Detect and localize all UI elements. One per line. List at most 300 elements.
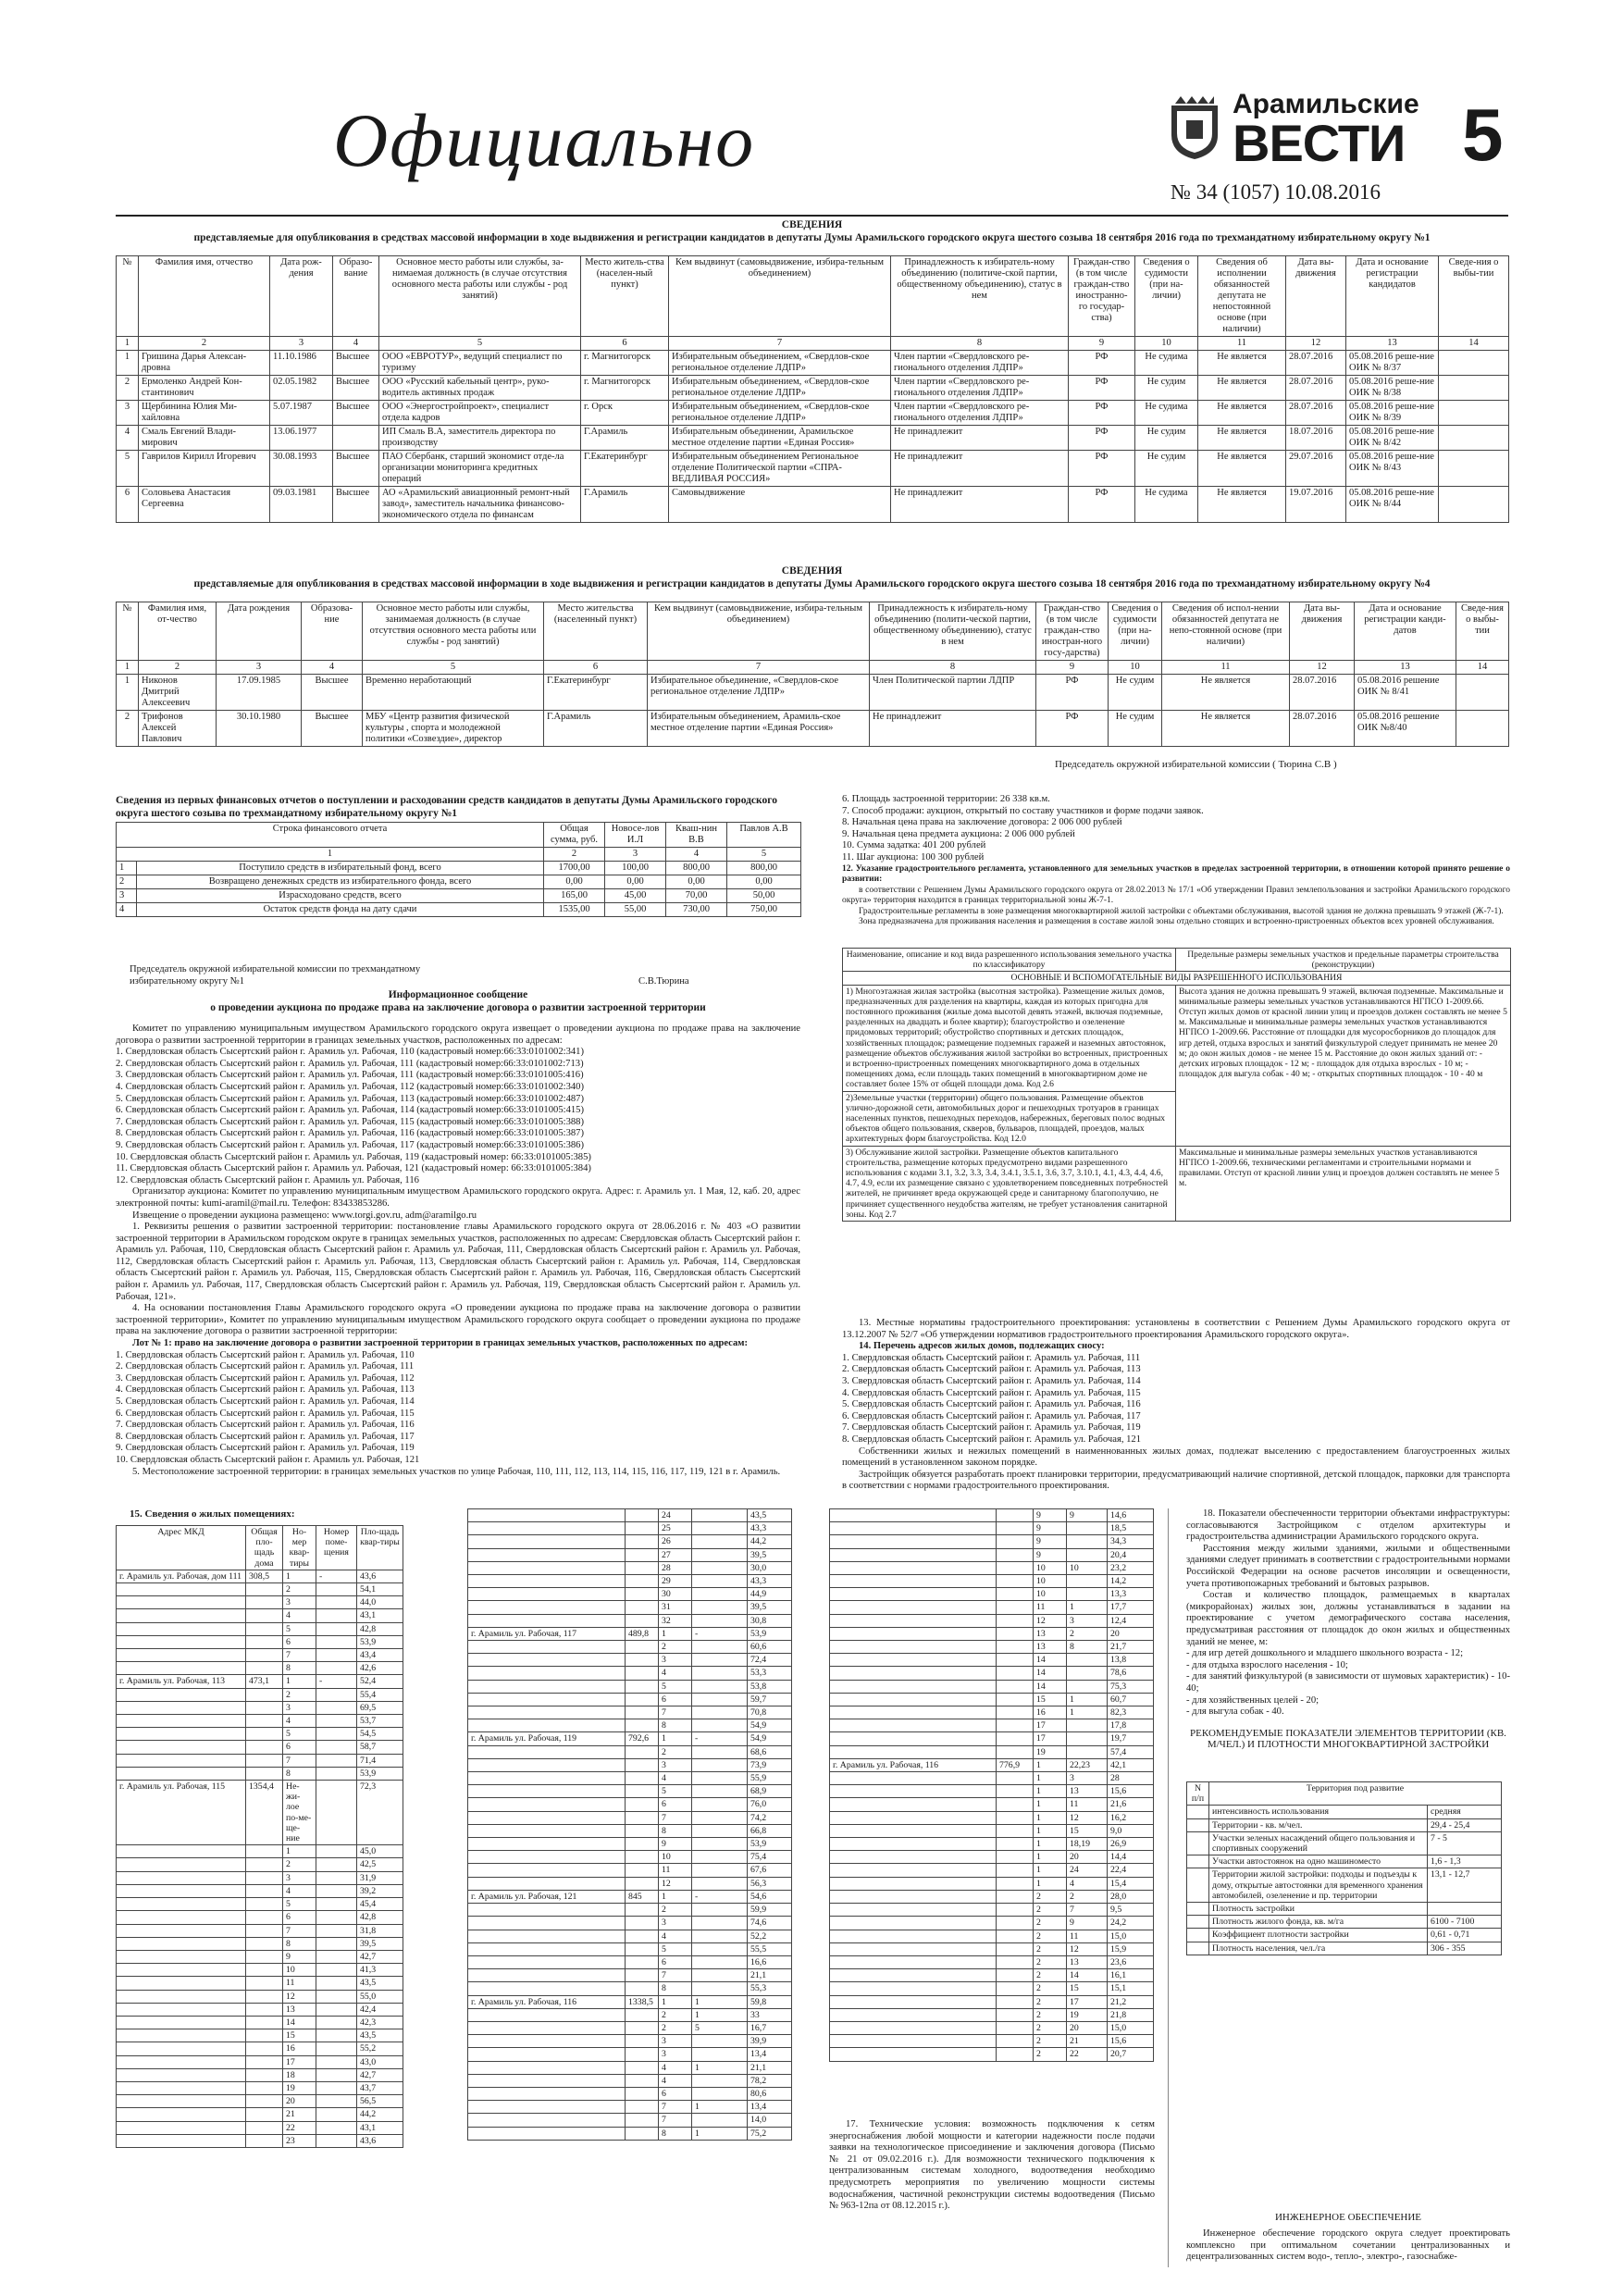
table-cell [246, 2081, 283, 2094]
table-row [117, 451, 1509, 487]
logo-main-text: ВЕСТИ [1233, 114, 1406, 172]
table-cell: - [316, 1570, 357, 1582]
table-cell [626, 1864, 659, 1877]
table-cell [316, 1924, 357, 1937]
table-cell: 17.09.1985 [217, 675, 302, 711]
table-row [117, 2095, 403, 2108]
table-cell: 53,3 [748, 1667, 792, 1680]
table-cell: 7 [659, 2114, 692, 2127]
table-cell [246, 1622, 283, 1635]
header-cell: 7 [648, 661, 870, 675]
table-cell: 2 [1034, 1969, 1067, 1982]
table-cell [830, 1509, 997, 1522]
table-cell: Не судим [1109, 675, 1162, 711]
header-cell: Но-мер квар-тиры [283, 1526, 316, 1570]
table-row [117, 1609, 403, 1622]
table-cell: 0,00 [666, 875, 727, 889]
header-cell: 5 [379, 337, 581, 351]
table-cell [626, 1798, 659, 1811]
table-cell [830, 1877, 997, 1890]
table-cell: 05.08.2016 реше-ние ОИК № 8/44 [1346, 487, 1439, 523]
table-cell [997, 1522, 1034, 1535]
table-cell: 27 [659, 1548, 692, 1561]
table-cell: Смаль Евгений Влади-мирович [139, 426, 270, 451]
table-cell: Избирательным объединением, «Свердлов-ское региональное отделение ЛДПР» [669, 351, 891, 376]
table-cell [1439, 351, 1509, 376]
table-cell: 3 [117, 401, 139, 426]
table-row [468, 1942, 792, 1955]
table-cell [246, 1911, 283, 1924]
table-row [830, 1614, 1154, 1627]
table-cell [997, 1667, 1034, 1680]
newspaper-logo [1168, 89, 1419, 172]
table-cell: 39,2 [357, 1884, 403, 1897]
table-cell: 6 [117, 487, 139, 523]
table-cell: 2 [1034, 1995, 1067, 2008]
table-cell: 30,0 [748, 1561, 792, 1574]
table-cell [246, 1858, 283, 1871]
table-row [830, 1930, 1154, 1942]
table-cell: 29,4 - 25,4 [1428, 1818, 1502, 1831]
table-row [117, 1688, 403, 1701]
table-cell: 29 [659, 1575, 692, 1588]
table-row [117, 2081, 403, 2094]
table-cell: 10 [1067, 1561, 1108, 1574]
table-cell: 5 [692, 2021, 748, 2034]
item-12-b: Градостроительные регламенты в зоне размещения многоквартирной жилой застройки с объектами обслуживания, высотой здания не должна превышать 9 этажей (Ж-7-1). [859, 906, 1504, 916]
table-cell: РФ [1069, 451, 1135, 487]
table-cell [997, 2035, 1034, 2048]
table-cell [830, 1614, 997, 1627]
table-cell: 39,5 [748, 1601, 792, 1614]
table-cell: 1 [283, 1845, 316, 1858]
table-cell: Избирательным объединении, Арамильское местное отделение партии «Единая Россия» [669, 426, 891, 451]
table-cell [316, 2055, 357, 2068]
financial-report-table [116, 822, 801, 917]
table-cell: 1 [659, 1627, 692, 1640]
table-cell: Не является [1198, 451, 1286, 487]
table-cell: 42,8 [357, 1622, 403, 1635]
table-row [1187, 1929, 1502, 1942]
table-row [468, 2061, 792, 2074]
table-cell: 3 [1067, 1772, 1108, 1785]
table-cell: 13,4 [748, 2048, 792, 2061]
table-cell: Не является [1162, 711, 1290, 747]
table-cell: 15 [1067, 1824, 1108, 1837]
table-row [468, 1838, 792, 1851]
list-item: 7. Свердловская область Сысертский район г. Арамиль ул. Рабочая, 119 [842, 1422, 1141, 1433]
table-cell [626, 1706, 659, 1719]
table-cell [316, 1884, 357, 1897]
header-cell: 9 [1069, 337, 1135, 351]
table-cell [626, 1667, 659, 1680]
table-cell: 11 [1067, 1930, 1108, 1942]
auction-right-column-2 [842, 1318, 1510, 1493]
table-cell [692, 1811, 748, 1824]
table-cell: Г.Арамиль [581, 426, 669, 451]
table-cell: 2 [1034, 1942, 1067, 1955]
table-cell: 43,1 [357, 2121, 403, 2134]
table-cell: 1354,4 [246, 1781, 283, 1845]
auction-notice: Извещение о проведении аукциона размещено: www.torgi.gov.ru, adm@aramilgo.ru [132, 1210, 477, 1221]
candidates-table-district-4 [116, 602, 1509, 747]
table-cell [117, 1688, 246, 1701]
list-item: 1. Свердловская область Сысертский район г. Арамиль ул. Рабочая, 110 (кадастровый номер:66:33:0101002:341) [116, 1047, 584, 1058]
table-cell: 4 [283, 1715, 316, 1728]
table-row [1187, 1868, 1502, 1903]
table-row [830, 2035, 1154, 2048]
table-cell: 10 [283, 1964, 316, 1977]
table-cell [830, 1693, 997, 1706]
table-cell: 4 [1067, 1877, 1108, 1890]
table-cell: 24 [1067, 1864, 1108, 1877]
table-cell [117, 2029, 246, 2042]
table-cell: 11 [1034, 1601, 1067, 1614]
table-cell [246, 1924, 283, 1937]
table-cell [997, 1969, 1034, 1982]
table-cell [468, 1982, 626, 1995]
item-12-a: в соответствии с Решением Думы Арамильского городского округа от 28.02.2013 № 17/1 «Об утверждении Правил землепользования и застройки Арамильского городского округа» территория находится в границах территориальной зоны Ж-7-1. [842, 885, 1510, 906]
table-row [117, 1977, 403, 1990]
table-cell: 11 [283, 1977, 316, 1990]
table-cell [246, 2029, 283, 2042]
table-row [117, 376, 1509, 401]
table-cell [626, 1917, 659, 1930]
table-cell: РФ [1036, 711, 1109, 747]
table-cell: Г.Арамиль [581, 487, 669, 523]
table-cell: 6 [283, 1741, 316, 1754]
header-cell: Территория под развитие [1209, 1782, 1502, 1806]
table-cell [997, 1732, 1034, 1745]
table-cell [626, 1969, 659, 1982]
table-cell [117, 2095, 246, 2108]
table-cell: 3 [283, 1871, 316, 1884]
table-cell [830, 1522, 997, 1535]
table-cell [316, 2134, 357, 2147]
table-row [830, 1995, 1154, 2008]
header-cell: Новосе-лов И.Л [605, 823, 666, 848]
table-cell: 21 [283, 2108, 316, 2121]
table-row [468, 1522, 792, 1535]
table-row [830, 1917, 1154, 1930]
table-cell: 20,7 [1108, 2048, 1154, 2061]
table-cell: 7 [283, 1649, 316, 1662]
table-cell: 2 [117, 376, 139, 401]
table-cell: Г.Арамиль [544, 711, 648, 747]
table-cell: 1 [283, 1570, 316, 1582]
table-row [830, 1904, 1154, 1917]
table-cell: 4 [283, 1609, 316, 1622]
table-cell [626, 1588, 659, 1601]
table-cell [830, 1955, 997, 1968]
table-cell [117, 2134, 246, 2147]
table-cell: 1535,00 [544, 903, 605, 917]
table-cell [1067, 1535, 1108, 1548]
table-cell: 02.05.1982 [270, 376, 333, 401]
table-cell: 1338,5 [626, 1995, 659, 2008]
header-cell: 9 [1036, 661, 1109, 675]
table-cell: 0,00 [605, 875, 666, 889]
table-cell: 25 [659, 1522, 692, 1535]
table-cell: г. Арамиль ул. Рабочая, 117 [468, 1627, 626, 1640]
table-cell [117, 1622, 246, 1635]
table-cell [1187, 1818, 1209, 1831]
table-row [830, 1522, 1154, 1535]
table-row [117, 1898, 403, 1911]
table-cell [117, 1741, 246, 1754]
table-cell [997, 1955, 1034, 1968]
table-cell [117, 2121, 246, 2134]
logo-top-text: Арамильские [1233, 89, 1419, 119]
table-row [117, 1662, 403, 1675]
table-cell: 28.07.2016 [1290, 711, 1355, 747]
table-cell: 13,4 [748, 2101, 792, 2114]
table-cell: 6 [659, 1798, 692, 1811]
table-row [468, 1955, 792, 1968]
table-cell: 0,00 [544, 875, 605, 889]
table-cell: 6100 - 7100 [1428, 1916, 1502, 1929]
table-cell [626, 2127, 659, 2140]
table-cell: Гаврилов Кирилл Игоревич [139, 451, 270, 487]
table-cell: АО «Арамильский авиационный ремонт-ный завод», заместитель начальника финансово-экономического отдела по финансам [379, 487, 581, 523]
table-cell [1187, 1942, 1209, 1955]
table-cell [117, 1924, 246, 1937]
table-cell: 73,9 [748, 1758, 792, 1771]
header-cell: 6 [544, 661, 648, 675]
table-cell: 2 [659, 2008, 692, 2021]
table-cell [830, 1798, 997, 1811]
list-item: 6. Свердловская область Сысертский район г. Арамиль ул. Рабочая, 117 [842, 1410, 1141, 1421]
table-cell [468, 1535, 626, 1548]
auction-lot: Лот № 1: право на заключение договора о развитии застроенной территории в границах земельных участков, расположенных по адресам: [132, 1338, 749, 1349]
table-cell [830, 1864, 997, 1877]
list-item: 8. Свердловская область Сысертский район г. Арамиль ул. Рабочая, 121 [842, 1433, 1142, 1445]
table-cell: 69,5 [357, 1701, 403, 1714]
table-cell [117, 1898, 246, 1911]
table-row [468, 2035, 792, 2048]
table-cell [830, 1890, 997, 1903]
table-cell: 2 [659, 1745, 692, 1758]
table-cell [246, 2121, 283, 2134]
table-cell: 30.10.1980 [217, 711, 302, 747]
table-row [830, 1667, 1154, 1680]
table-row [468, 1745, 792, 1758]
table-cell: 28 [1108, 1772, 1154, 1785]
table-cell [468, 2021, 626, 2034]
table-row [468, 1548, 792, 1561]
table-cell [997, 1509, 1034, 1522]
table-cell [246, 2055, 283, 2068]
table-cell: Не принадлежит [870, 711, 1036, 747]
header-cell: Основное место работы или службы, занимаемая должность (в случае отсутствия основного места работы или службы - род занятий) [363, 602, 544, 661]
table-row [117, 2016, 403, 2029]
table-cell: Г.Екатеринбург [544, 675, 648, 711]
table-cell: Плотность застройки [1209, 1903, 1428, 1916]
table-row [830, 1785, 1154, 1798]
table-cell: 13 [1034, 1641, 1067, 1654]
table-cell: 800,00 [666, 862, 727, 875]
table-cell [626, 1535, 659, 1548]
table-cell [692, 1680, 748, 1693]
header-cell: Место жительства (населенный пункт) [544, 602, 648, 661]
table-row [117, 2108, 403, 2121]
table-cell: 100,00 [605, 862, 666, 875]
rec-header-row [1187, 1782, 1502, 1806]
table-row [117, 889, 801, 903]
table-cell [692, 2074, 748, 2087]
table-cell: Не принадлежит [891, 451, 1069, 487]
table-cell: 8 [283, 1937, 316, 1950]
header-cell: Дата вы-движения [1290, 602, 1355, 661]
table-cell [830, 1641, 997, 1654]
table-cell [830, 1654, 997, 1667]
table-cell: Остаток средств фонда на дату сдачи [137, 903, 544, 917]
table-cell [117, 1649, 246, 1662]
table-cell: 32 [659, 1614, 692, 1627]
table-cell: 59,8 [748, 1995, 792, 2008]
table-cell [997, 2021, 1034, 2034]
table-cell [692, 1548, 748, 1561]
table-row [830, 2048, 1154, 2061]
table-cell [468, 2087, 626, 2100]
table-cell [997, 1535, 1034, 1548]
header-cell: Строка финансового отчета [117, 823, 544, 848]
header-cell: 3 [217, 661, 302, 675]
table-cell [246, 1898, 283, 1911]
header-cell: Сведения о судимости (при на-личии) [1109, 602, 1162, 661]
housing-header-row [117, 1526, 403, 1570]
header-cell: Пло-щадь квар-тиры [357, 1526, 403, 1570]
table-cell: 31,9 [357, 1871, 403, 1884]
table-cell: 2 [283, 1583, 316, 1596]
table-cell: 14 [1067, 1969, 1108, 1982]
table-row [830, 1864, 1154, 1877]
table-cell [117, 1728, 246, 1741]
table-cell [997, 1706, 1034, 1719]
header-cell: Граждан-ство (в том числе граждан-ство иностранно-го государ-ства) [1069, 256, 1135, 337]
table-cell: 5 [283, 1622, 316, 1635]
table-cell: 2 [1034, 2021, 1067, 2034]
table-row [468, 1995, 792, 2008]
table-cell: 9 [1034, 1548, 1067, 1561]
table-cell [316, 1741, 357, 1754]
table-row [468, 1641, 792, 1654]
table-row [117, 1964, 403, 1977]
table-cell [830, 1772, 997, 1785]
table-cell: Не является [1198, 426, 1286, 451]
table-cell: 74,6 [748, 1917, 792, 1930]
table-cell: 43,7 [357, 2081, 403, 2094]
table-cell: 9,0 [1108, 1824, 1154, 1837]
fin-title: Сведения из первых финансовых отчетов о поступлении и расходовании средств кандидатов в депутаты Думы Арамильского городского округа шестого созыва по трехмандатному избирательному округу №1 [116, 795, 777, 819]
table-cell [692, 1942, 748, 1955]
table-cell [997, 2008, 1034, 2021]
table-cell: 306 - 355 [1428, 1942, 1502, 1955]
table-cell: Временно неработающий [363, 675, 544, 711]
candidates-table-district-1 [116, 255, 1509, 523]
table-cell: 473,1 [246, 1675, 283, 1688]
list-item: 4. Свердловская область Сысертский район г. Арамиль ул. Рабочая, 115 [842, 1387, 1141, 1398]
table-cell: 7 [283, 1924, 316, 1937]
table-cell: - [692, 1890, 748, 1903]
table-row [830, 1627, 1154, 1640]
table-cell [468, 1706, 626, 1719]
table-cell: 22,4 [1108, 1864, 1154, 1877]
table-cell: Ермоленко Андрей Кон-стантинович [139, 376, 270, 401]
header-cell: 12 [1286, 337, 1346, 351]
table-cell [626, 1693, 659, 1706]
table-cell: 53,8 [748, 1680, 792, 1693]
table-cell [117, 2081, 246, 2094]
table-cell: 42,5 [357, 1858, 403, 1871]
table-cell: 31,8 [357, 1924, 403, 1937]
header-cell: Сведе-ния о выбы-тии [1456, 602, 1509, 661]
table-cell [246, 2016, 283, 2029]
table-row [830, 1548, 1154, 1561]
table-cell: 1 [117, 675, 139, 711]
zoning-subheader: ОСНОВНЫЕ И ВСПОМОГАТЕЛЬНЫЕ ВИДЫ РАЗРЕШЕННОГО ИСПОЛЬЗОВАНИЯ [843, 972, 1511, 985]
table-cell: г. Арамиль ул. Рабочая, 115 [117, 1781, 246, 1845]
table-cell: 4 [117, 426, 139, 451]
table-cell: 10 [659, 1851, 692, 1864]
table-cell: 55,0 [357, 1990, 403, 2003]
table-cell: 13 [283, 2003, 316, 2016]
header-cell: 13 [1346, 337, 1439, 351]
table-row [117, 1596, 403, 1609]
list-item: 10. Свердловская область Сысертский район г. Арамиль ул. Рабочая, 119 (кадастровый номер: 66:33:0101005:385) [116, 1151, 591, 1162]
table-row [830, 2021, 1154, 2034]
table-row [117, 1754, 403, 1767]
table-cell: 20 [283, 2095, 316, 2108]
table-cell: 11.10.1986 [270, 351, 333, 376]
table-cell: 33 [748, 2008, 792, 2021]
table-row [117, 903, 801, 917]
table-row [117, 426, 1509, 451]
table-cell: 9 [1034, 1522, 1067, 1535]
table-row [117, 1570, 403, 1582]
table-cell [316, 1688, 357, 1701]
table-cell: Не является [1198, 376, 1286, 401]
table-row [1187, 1916, 1502, 1929]
table-cell [692, 1575, 748, 1588]
table-cell: г. Арамиль ул. Рабочая, 121 [468, 1890, 626, 1903]
table-cell [246, 1977, 283, 1990]
table-cell: г. Арамиль ул. Рабочая, дом 111 [117, 1570, 246, 1582]
table-cell [830, 1561, 997, 1574]
table-cell: 75,4 [748, 1851, 792, 1864]
table-cell [626, 1930, 659, 1942]
table-row [468, 1785, 792, 1798]
t1-subtitle: представляемые для опубликования в средствах массовой информации в ходе выдвижения и регистрации кандидатов в депутаты Думы Арамильского городского округа шестого созыва 18 сентября 2016 года по трехмандатному избирательному округу №1 [193, 232, 1431, 243]
table-cell: 21,1 [748, 2061, 792, 2074]
table-cell [626, 2101, 659, 2114]
table-cell: 44,0 [357, 1596, 403, 1609]
table-cell: 15,4 [1108, 1877, 1154, 1890]
table-cell: 9 [1034, 1509, 1067, 1522]
table-cell [1187, 1831, 1209, 1855]
header-cell: 13 [1355, 661, 1456, 675]
table-cell: 12 [1067, 1942, 1108, 1955]
table-row [117, 1990, 403, 2003]
table-cell: 68,6 [748, 1745, 792, 1758]
table-cell [692, 1930, 748, 1942]
table-cell: 1 [659, 1732, 692, 1745]
table-cell: 0,00 [727, 875, 801, 889]
table-cell [830, 1995, 997, 2008]
table-cell [246, 1754, 283, 1767]
table-cell [692, 1588, 748, 1601]
table-cell [316, 1845, 357, 1858]
